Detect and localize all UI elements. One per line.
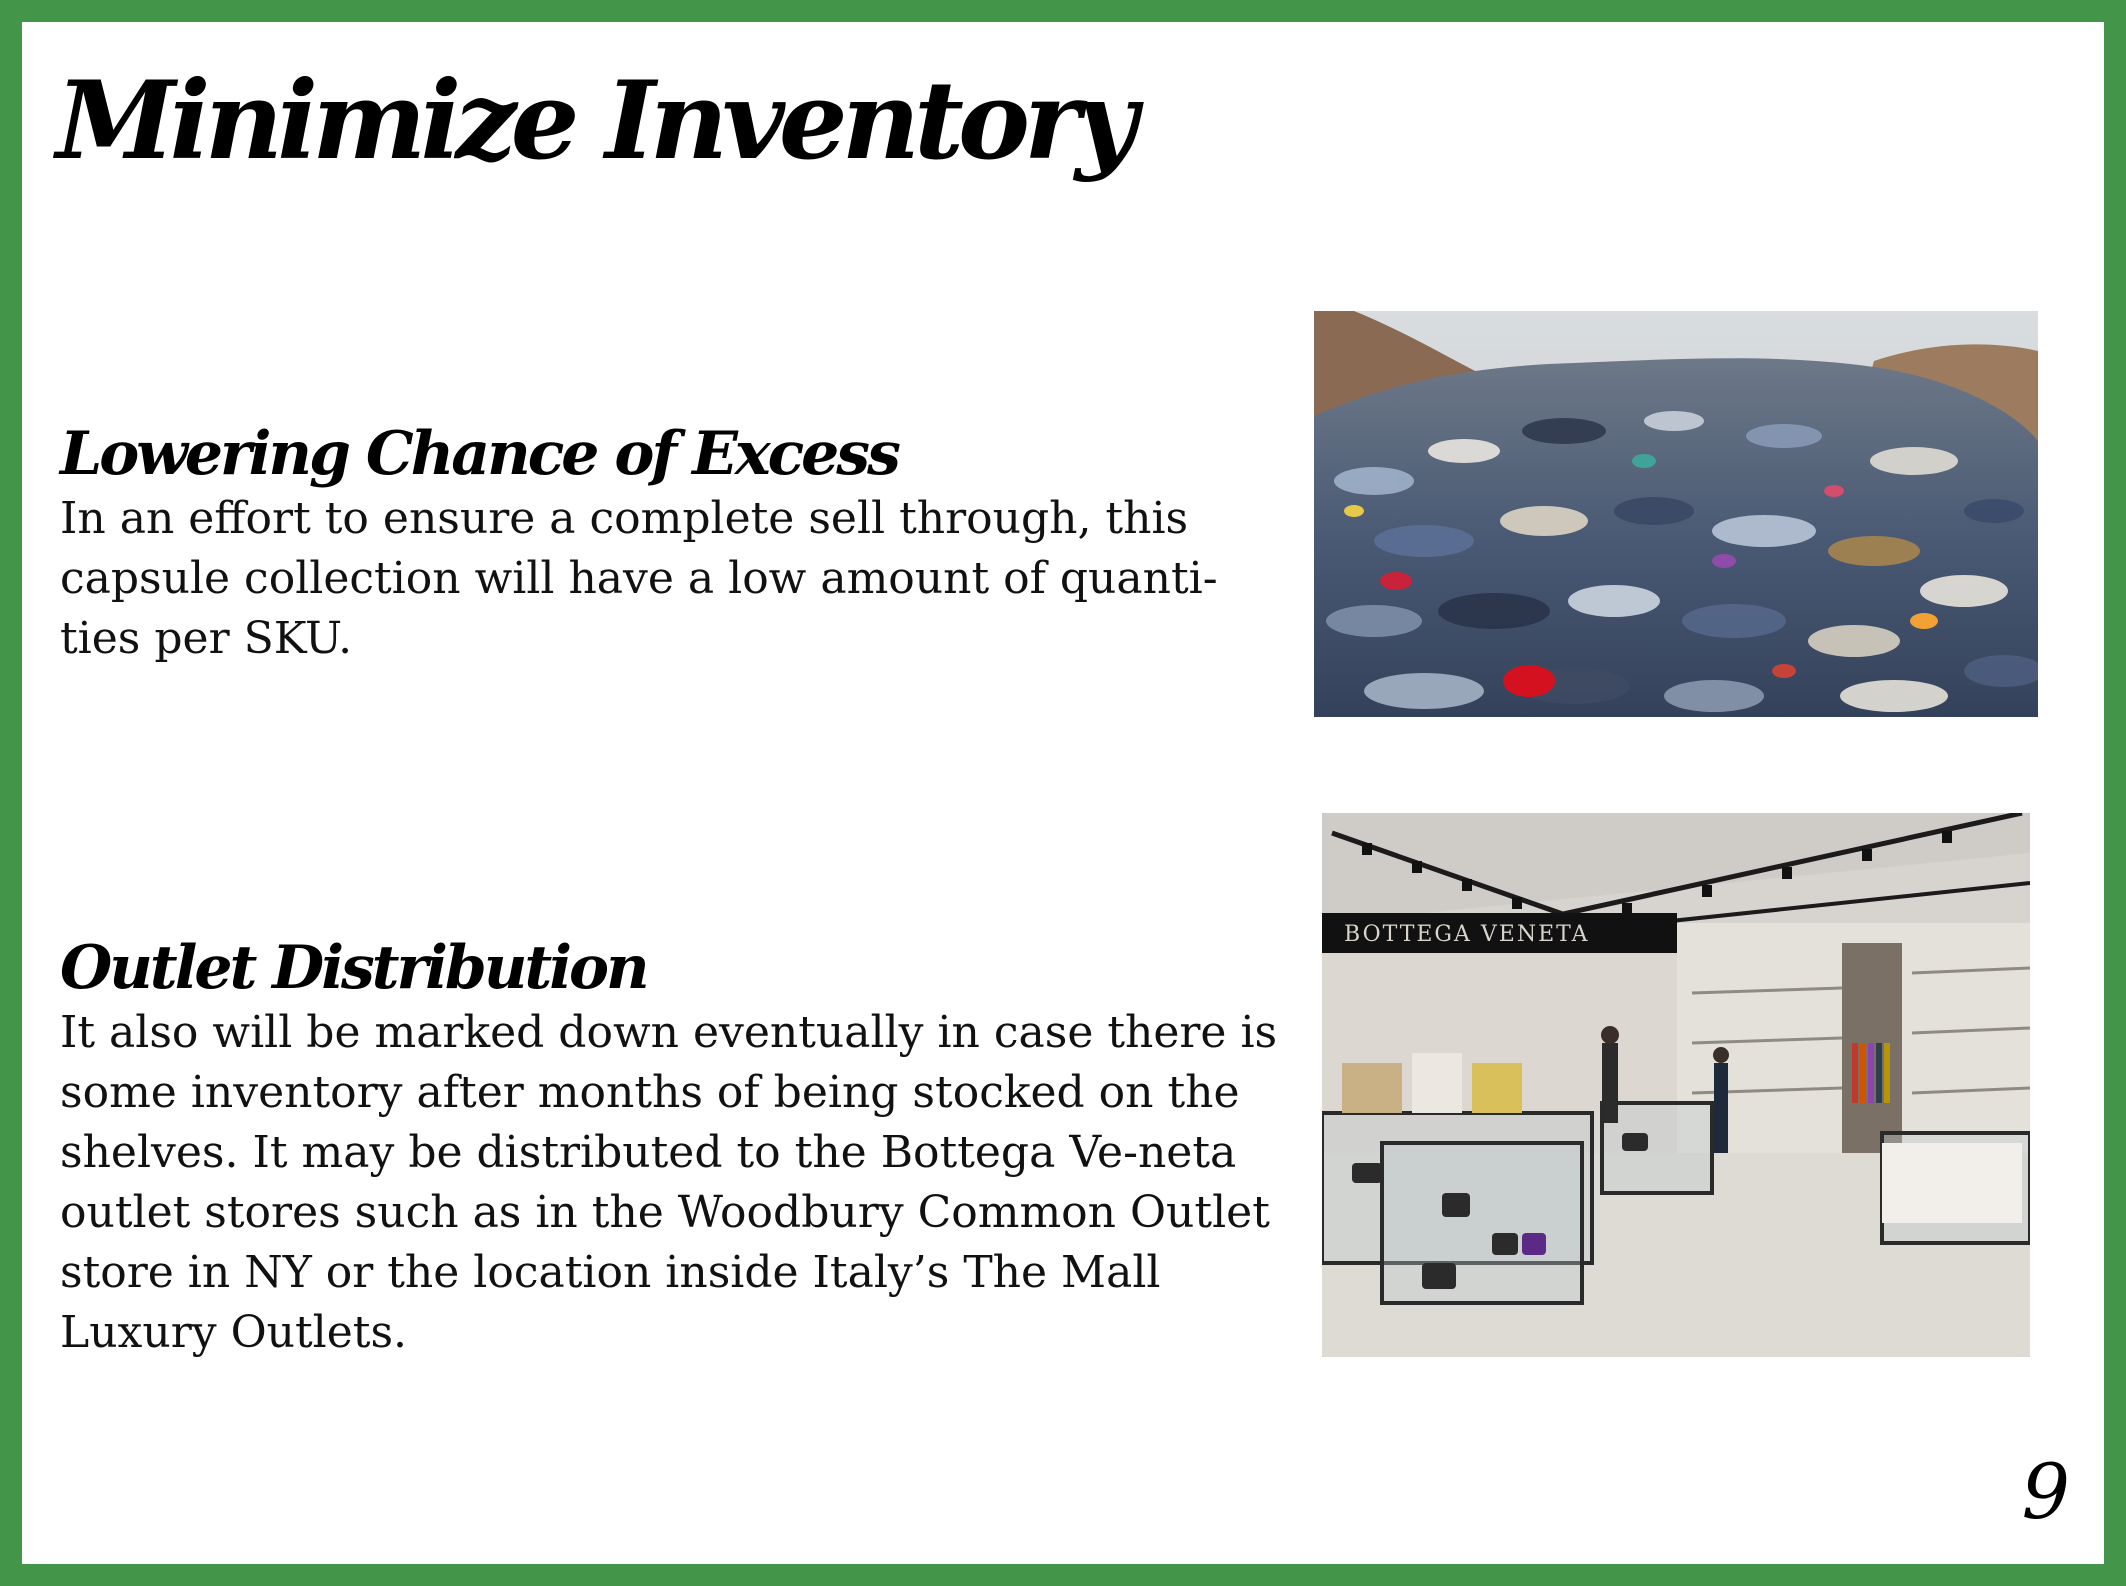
slide-title: Minimize Inventory [56, 58, 1132, 184]
section-body: It also will be marked down eventually in case there is some inventory after months of being stocked on the shelves. It may be distributed to the Bottega Ve-neta outlet stores such as in the Woodbury Common Outlet store in NY or the location inside Italy’s The Mall Luxury Outlets. [60, 1007, 1278, 1358]
section-heading: Outlet Distribution [60, 933, 647, 1003]
section-outlet-distribution [60, 934, 1280, 1363]
clothing-pile-photo [1314, 311, 2038, 717]
section-lowering-chance [60, 420, 1280, 669]
clothing-pile-illustration [1314, 311, 2038, 717]
section-body: In an effort to ensure a complete sell through, this capsule collection will have a low amount of quanti-ties per SKU. [60, 493, 1218, 664]
page-number: 9 [2021, 1447, 2070, 1536]
store-sign: BOTTEGA VENETA [1344, 922, 1590, 947]
outlet-store-illustration [1322, 813, 2030, 1357]
outlet-store-photo [1322, 813, 2030, 1357]
section-heading: Lowering Chance of Excess [60, 419, 898, 489]
